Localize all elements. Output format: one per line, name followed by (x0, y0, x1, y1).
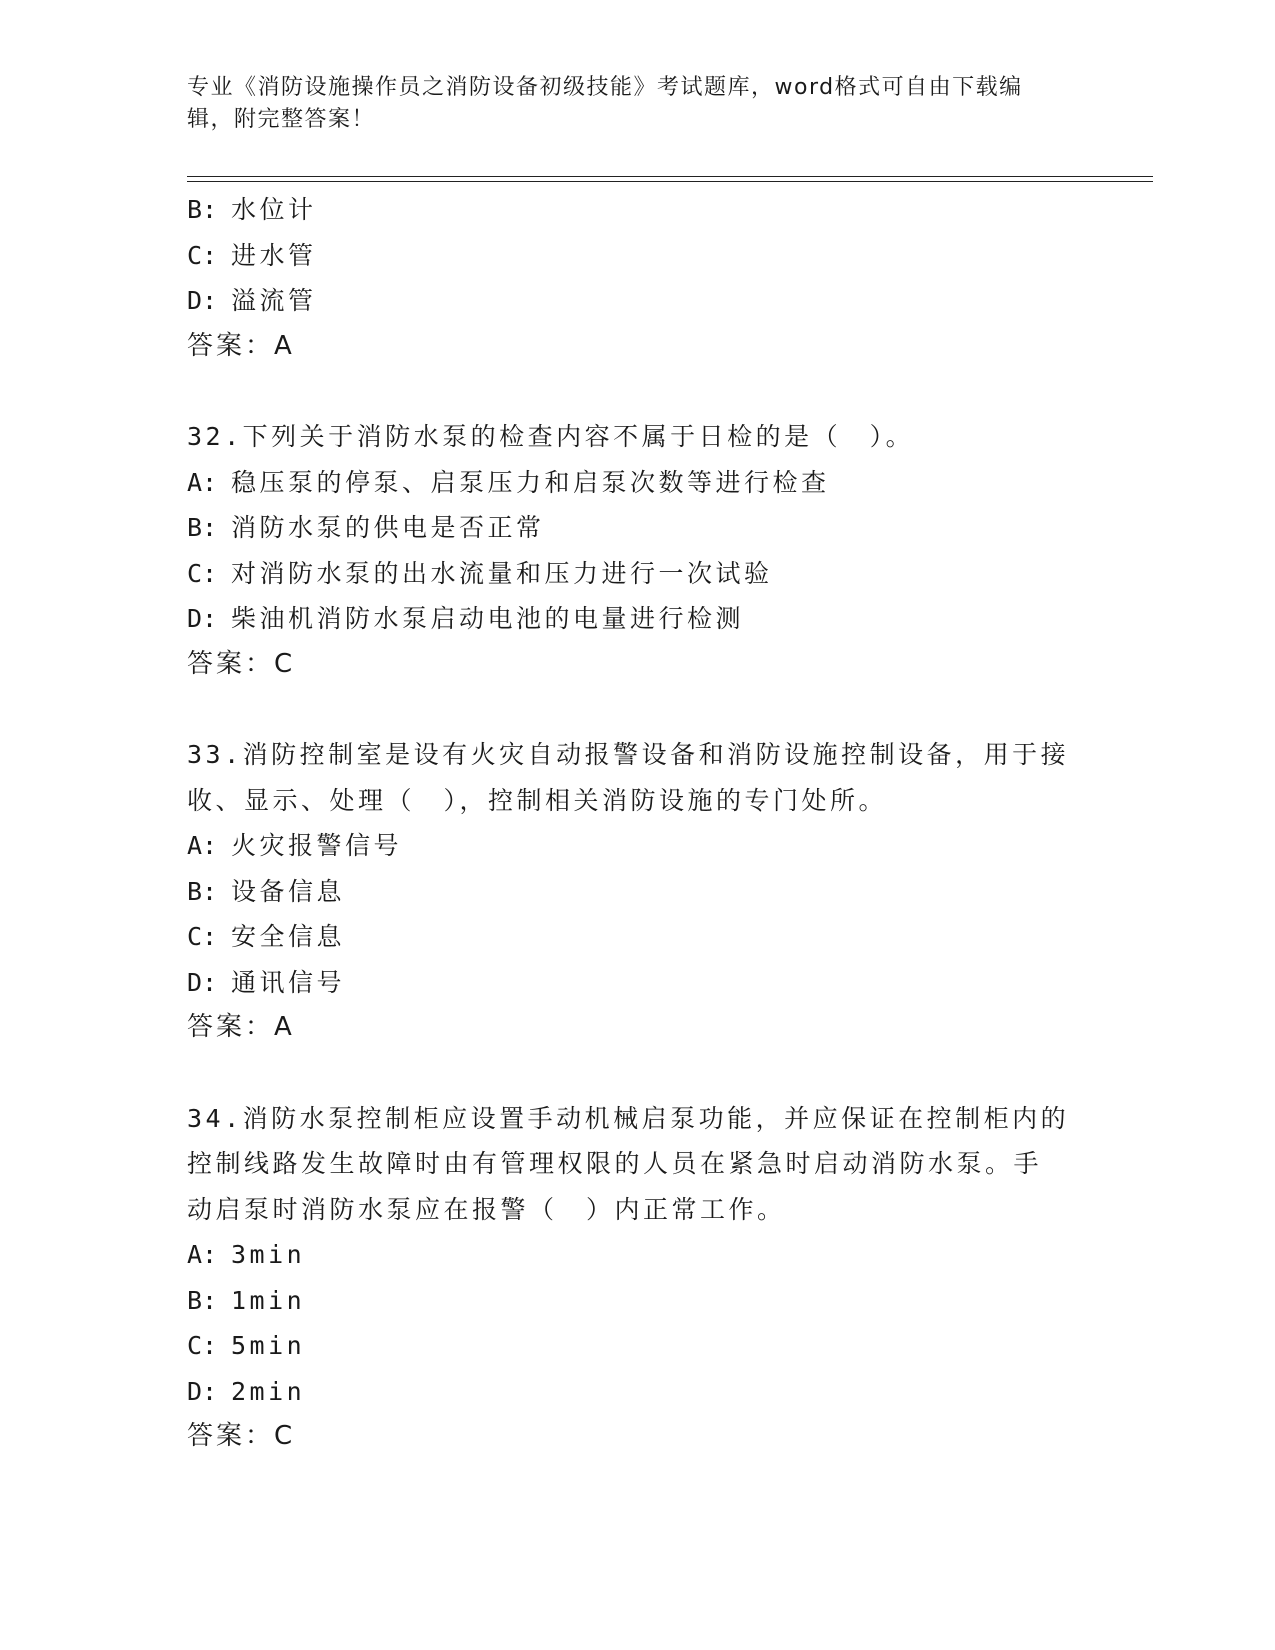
question-stem: 34.消防水泵控制柜应设置手动机械启泵功能，并应保证在控制柜内的 (187, 1103, 1070, 1133)
question-stem: 控制线路发生故障时由有管理权限的人员在紧急时启动消防水泵。手 (187, 1149, 1043, 1178)
option-text: 5min (231, 1331, 306, 1360)
option-text: 设备信息 (231, 876, 346, 906)
option-text: 柴油机消防水泵启动电池的电量进行检测 (231, 604, 745, 633)
option-b (187, 505, 1087, 551)
question-stem: 收、显示、处理（ ），控制相关消防设施的专门处所。 (187, 785, 888, 815)
option-b (187, 1278, 1087, 1324)
question-stem: 32.下列关于消防水泵的检查内容不属于日检的是（ ）。 (187, 422, 915, 451)
option-text: 通讯信号 (231, 967, 346, 997)
spacer (187, 1051, 1087, 1096)
option-letter: D: (187, 1376, 218, 1406)
answer: 答案：A (187, 1012, 295, 1042)
option-letter: B: (187, 1285, 218, 1315)
option-text: 对消防水泵的出水流量和压力进行一次试验 (231, 558, 773, 588)
question-stem: 动启泵时消防水泵应在报警（ ）内正常工作。 (187, 1194, 786, 1224)
option-a (187, 1232, 1087, 1278)
option-letter: C: (187, 922, 218, 951)
option-b (187, 187, 1087, 233)
question-34 (187, 1096, 1087, 1460)
option-text: 进水管 (231, 240, 317, 270)
prev-question (187, 187, 1087, 369)
option-letter: D: (187, 967, 218, 997)
spacer (187, 687, 1087, 732)
question-32 (187, 414, 1087, 687)
document-header (187, 72, 1067, 136)
option-letter: C: (187, 1331, 218, 1360)
question-33 (187, 732, 1087, 1051)
option-letter: D: (187, 604, 218, 633)
option-text: 消防水泵的供电是否正常 (231, 513, 545, 542)
option-letter: B: (187, 876, 218, 906)
option-letter: B: (187, 513, 218, 542)
option-letter: A: (187, 1240, 218, 1269)
option-letter: A: (187, 831, 218, 860)
option-b (187, 869, 1087, 915)
option-text: 3min (231, 1240, 306, 1269)
option-d (187, 1369, 1087, 1415)
option-a (187, 823, 1087, 869)
option-text: 2min (231, 1376, 306, 1406)
option-text: 稳压泵的停泵、启泵压力和启泵次数等进行检查 (231, 467, 830, 497)
option-text: 溢流管 (231, 286, 317, 315)
option-text: 水位计 (231, 195, 317, 224)
option-text: 安全信息 (231, 922, 346, 951)
header-divider (187, 176, 1153, 182)
answer: 答案：C (187, 648, 296, 679)
option-letter: D: (187, 286, 218, 315)
option-d (187, 596, 1087, 642)
option-d (187, 960, 1087, 1006)
option-a (187, 460, 1087, 506)
option-c (187, 914, 1087, 960)
option-letter: C: (187, 558, 218, 588)
question-list (187, 187, 1087, 1460)
option-c (187, 1323, 1087, 1369)
option-text: 1min (231, 1285, 306, 1315)
option-d (187, 278, 1087, 324)
header-line-2: 辑，附完整答案！ (187, 107, 376, 132)
option-letter: B: (187, 195, 218, 224)
option-text: 火灾报警信号 (231, 831, 403, 860)
option-letter: A: (187, 467, 218, 497)
spacer (187, 369, 1087, 414)
option-c (187, 551, 1087, 597)
option-letter: C: (187, 240, 218, 270)
answer: 答案：A (187, 330, 295, 361)
question-stem: 33.消防控制室是设有火灾自动报警设备和消防设施控制设备，用于接 (187, 740, 1070, 769)
header-line-1: 专业《消防设施操作员之消防设备初级技能》考试题库，word格式可自由下载编 (187, 75, 1023, 100)
answer: 答案：C (187, 1421, 296, 1451)
option-c (187, 233, 1087, 279)
